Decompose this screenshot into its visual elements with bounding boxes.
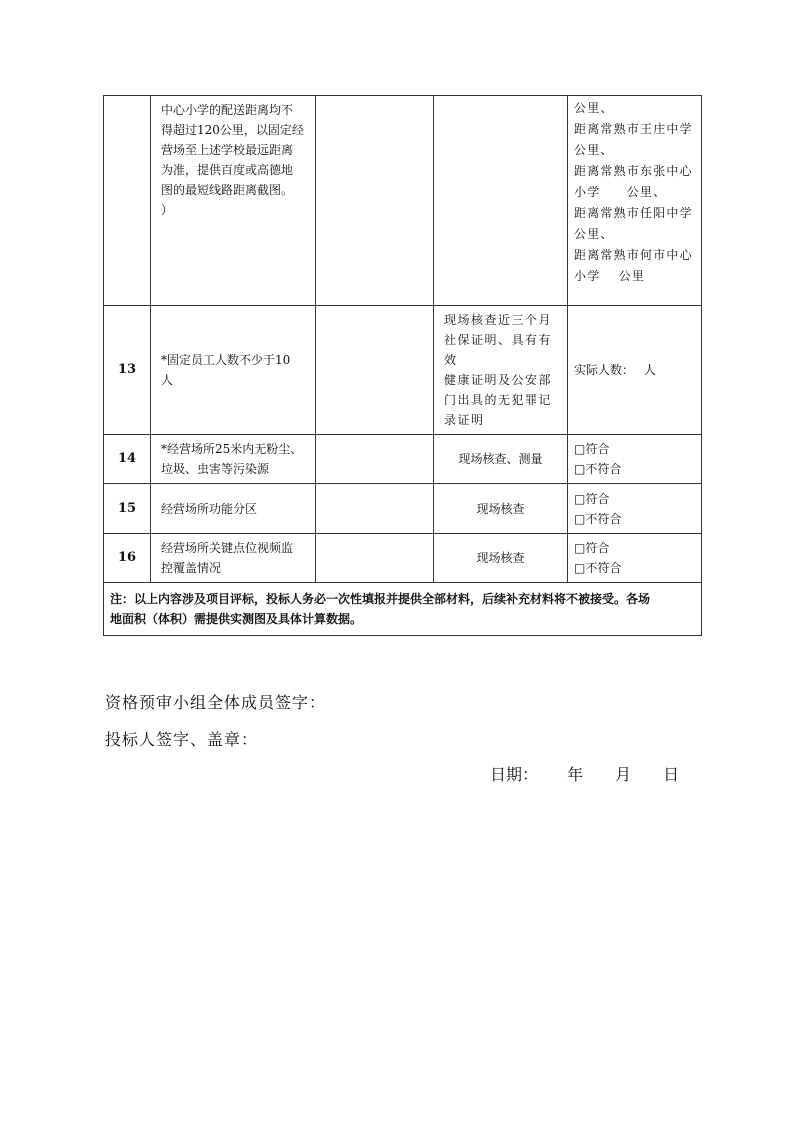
requirement-line: *经营场所25米内无粉尘、 (161, 442, 303, 456)
result-line: 距离常熟市何市中心 (574, 248, 693, 262)
requirement-line: 经营场所关键点位视频监 (161, 541, 294, 555)
result-cell (568, 435, 702, 484)
requirement-line: 中心小学的配送距离均不 (161, 103, 294, 117)
requirement-line: ） (161, 203, 174, 217)
table-row (104, 484, 702, 534)
result-cell (568, 484, 702, 534)
note-cell (104, 583, 702, 636)
material-cell (316, 484, 434, 534)
checkbox-nonconform[interactable]: □不符合 (574, 511, 622, 526)
result-line: 距离常熟市东张中心 (574, 164, 693, 178)
note-line: 地面积（体积）需提供实测图及具体计算数据。 (110, 612, 363, 626)
result-line: 公里、 (574, 227, 614, 241)
requirement-cell (151, 306, 316, 435)
row-number: 16 (104, 534, 151, 583)
method-cell (434, 306, 568, 435)
method-line: 健康证明及公安部 (444, 373, 553, 387)
requirement-cell (151, 96, 316, 306)
checkbox-nonconform[interactable]: □不符合 (574, 462, 622, 476)
row-number (104, 96, 151, 306)
result-cell (568, 96, 702, 306)
method-cell (434, 96, 568, 306)
method-cell: 现场核查 (434, 484, 568, 534)
bidder-signature-label: 投标人签字、盖章： (105, 730, 259, 749)
requirement-cell (151, 534, 316, 583)
result-line: 距离常熟市任阳中学 (574, 206, 693, 220)
requirement-cell (151, 435, 316, 484)
checkbox-conform[interactable]: □符合 (574, 442, 610, 456)
checkbox-nonconform[interactable]: □不符合 (574, 561, 622, 575)
method-cell: 现场核查、测量 (434, 435, 568, 484)
note-line: 注：以上内容涉及项目评标，投标人务必一次性填报并提供全部材料，后续补充材料将不被接受。各场 (110, 592, 651, 606)
result-cell (568, 306, 702, 435)
requirement-line: 人 (161, 373, 174, 387)
qualification-table-container (103, 95, 701, 636)
table-row (104, 435, 702, 484)
method-line: 社保证明、具有有效 (444, 333, 553, 367)
material-cell (316, 306, 434, 435)
table-row (104, 534, 702, 583)
method-cell: 现场核查 (434, 534, 568, 583)
method-line: 录证明 (444, 413, 485, 427)
requirement-line: *固定员工人数不少于10 (161, 353, 291, 367)
requirement-cell (151, 484, 316, 534)
row-number: 13 (104, 306, 151, 435)
note-row (104, 583, 702, 636)
requirement-line: 得超过120公里，以固定经 (161, 123, 304, 137)
material-cell (316, 534, 434, 583)
row-number: 15 (104, 484, 151, 534)
date-label: 日期： 年 月 日 (490, 765, 680, 784)
result-line: 距离常熟市王庄中学 (574, 122, 693, 136)
material-cell (316, 435, 434, 484)
row-number: 14 (104, 435, 151, 484)
result-line: 公里、 (574, 101, 614, 115)
checkbox-conform[interactable]: □符合 (574, 491, 610, 506)
result-line: 小学 公里 (574, 269, 646, 283)
table-row (104, 306, 702, 435)
result-line: 小学 公里、 (574, 185, 667, 199)
table-row (104, 96, 702, 306)
requirement-line: 为准，提供百度或高德地 (161, 163, 294, 177)
requirement-line: 图的最短线路距离截图。 (161, 183, 294, 197)
requirement-line: 垃圾、虫害等污染源 (161, 462, 270, 476)
panel-signature-label: 资格预审小组全体成员签字： (105, 693, 327, 712)
method-line: 门出具的无犯罪记 (444, 393, 553, 407)
requirement-line: 控覆盖情况 (161, 561, 222, 575)
material-cell (316, 96, 434, 306)
requirement-line: 经营场所功能分区 (161, 501, 258, 516)
checkbox-conform[interactable]: □符合 (574, 541, 610, 555)
requirement-line: 营场至上述学校最远距离 (161, 143, 294, 157)
qualification-table (103, 95, 702, 636)
method-line: 现场核查近三个月 (444, 313, 553, 327)
actual-headcount-label: 实际人数： 人 (574, 363, 656, 377)
result-line: 公里、 (574, 143, 614, 157)
result-cell (568, 534, 702, 583)
